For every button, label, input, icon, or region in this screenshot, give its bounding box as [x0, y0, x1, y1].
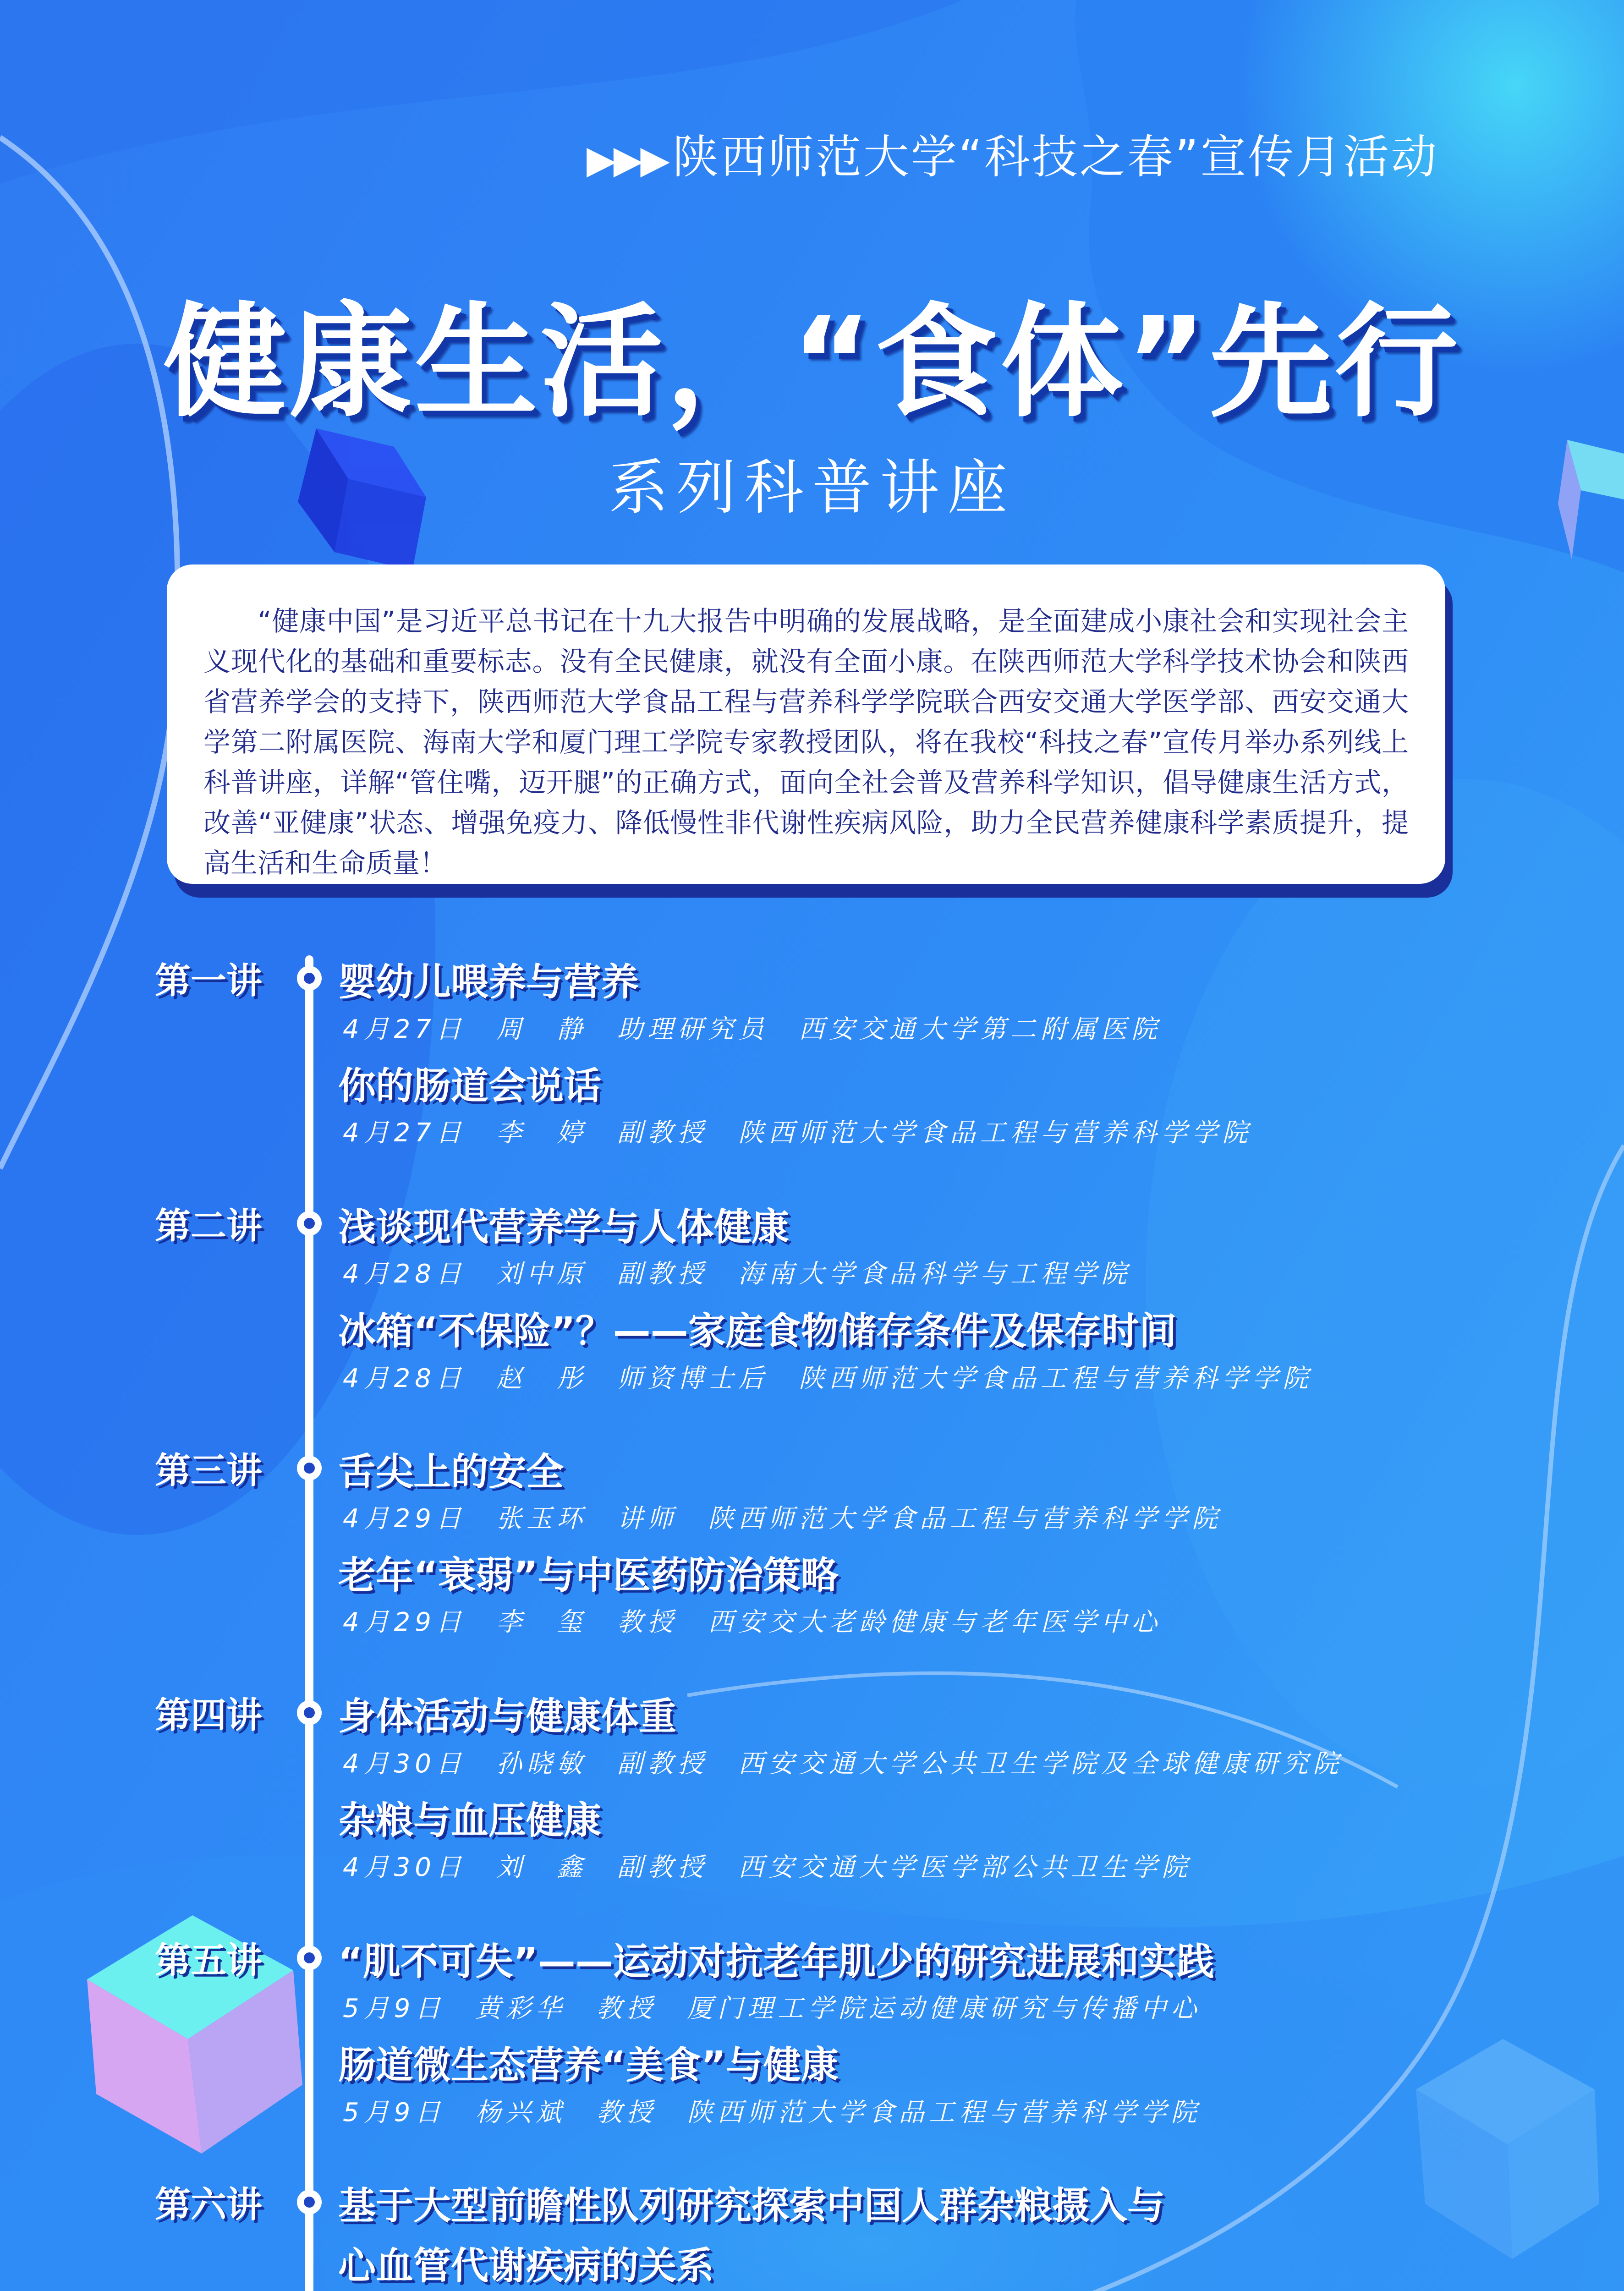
- triple-arrow-icon: ▶▶▶: [587, 137, 667, 182]
- talk-title: 身体活动与健康体重: [338, 1695, 677, 1738]
- lecture-label: 第三讲: [155, 1450, 263, 1491]
- lecture-label: 第二讲: [155, 1206, 263, 1247]
- talk-title: “肌不可失”——运动对抗老年肌少的研究进展和实践: [338, 1940, 1214, 1984]
- talk-title: 你的肠道会说话: [338, 1064, 602, 1108]
- timeline-line: [305, 955, 313, 2291]
- talk-title: 肠道微生态营养“美食”与健康: [338, 2044, 839, 2087]
- talk-meta: 5月9日 黄彩华 教授 厦门理工学院运动健康研究与传播中心: [343, 1994, 1202, 2023]
- talk-meta: 4月30日 孙晓敏 副教授 西安交通大学公共卫生学院及全球健康研究院: [343, 1749, 1343, 1779]
- talk-meta: 4月28日 刘中原 副教授 海南大学食品科学与工程学院: [343, 1259, 1131, 1289]
- talk-meta: 4月29日 张玉环 讲师 陕西师范大学食品工程与营养科学学院: [343, 1504, 1222, 1534]
- talk-meta: 4月27日 周 静 助理研究员 西安交通大学第二附属医院: [343, 1014, 1162, 1044]
- timeline-dot: [297, 966, 322, 991]
- talk-meta: 5月9日 杨兴斌 教授 陕西师范大学食品工程与营养科学学院: [343, 2098, 1202, 2127]
- eyebrow-text: 陕西师范大学“科技之春”宣传月活动: [672, 130, 1439, 184]
- talk-meta: 4月29日 李 玺 教授 西安交大老龄健康与老年医学中心: [343, 1607, 1162, 1637]
- page-subtitle: 系列科普讲座: [608, 453, 1015, 522]
- talk-title: 基于大型前瞻性队列研究探索中国人群杂粮摄入与: [338, 2184, 1165, 2228]
- timeline-dot: [297, 1456, 322, 1480]
- lecture-label: 第一讲: [155, 960, 263, 1002]
- talk-title: 婴幼儿喂养与营养: [338, 960, 639, 1004]
- talk-title: 浅谈现代营养学与人体健康: [338, 1206, 790, 1249]
- page-title: 健康生活，“食体”先行: [163, 291, 1461, 434]
- talk-title: 杂粮与血压健康: [338, 1799, 602, 1842]
- event-eyebrow: [587, 120, 1572, 186]
- timeline-dot: [297, 2190, 322, 2214]
- timeline-dot: [297, 1946, 322, 1970]
- talk-meta: 4月27日 李 婷 副教授 陕西师范大学食品工程与营养科学学院: [343, 1118, 1252, 1148]
- timeline-dot: [297, 1211, 322, 1236]
- timeline-dot: [297, 1700, 322, 1725]
- talk-title: 老年“衰弱”与中医药防治策略: [338, 1554, 839, 1597]
- talk-title: 舌尖上的安全: [338, 1450, 564, 1494]
- talk-title-line2: 心血管代谢疾病的关系: [338, 2244, 714, 2288]
- talk-title: 冰箱“不保险”？——家庭食物储存条件及保存时间: [338, 1310, 1177, 1353]
- talk-meta: 4月28日 赵 彤 师资博士后 陕西师范大学食品工程与营养科学学院: [343, 1364, 1313, 1393]
- lecture-label: 第五讲: [155, 1940, 263, 1981]
- lecture-label: 第六讲: [155, 2184, 263, 2225]
- talk-meta: 4月30日 刘 鑫 副教授 西安交通大学医学部公共卫生学院: [343, 1853, 1192, 1882]
- intro-card: [167, 565, 1445, 884]
- intro-text: “健康中国”是习近平总书记在十九大报告中明确的发展战略，是全面建成小康社会和实现社会主义现代化的基础和重要标志。没有全民健康，就没有全面小康。在陕西师范大学科学技术协会和陕西省营养学会的支持下，陕西师范大学食品工程与营养科学学院联合西安交通大学医学部、西安交通大学第二附属医院、海南大学和厦门理工学院专家教授团队，将在我校“科技之春”宣传月举办系列线上科普讲座，详解“管住嘴，迈开腿”的正确方式，面向全社会普及营养科学知识，倡导健康生活方式，改善“亚健康”状态、增强免疫力、降低慢性非代谢性疾病风险，助力全民营养健康科学素质提升，提高生活和生命质量！: [203, 605, 1409, 879]
- lecture-label: 第四讲: [155, 1695, 263, 1736]
